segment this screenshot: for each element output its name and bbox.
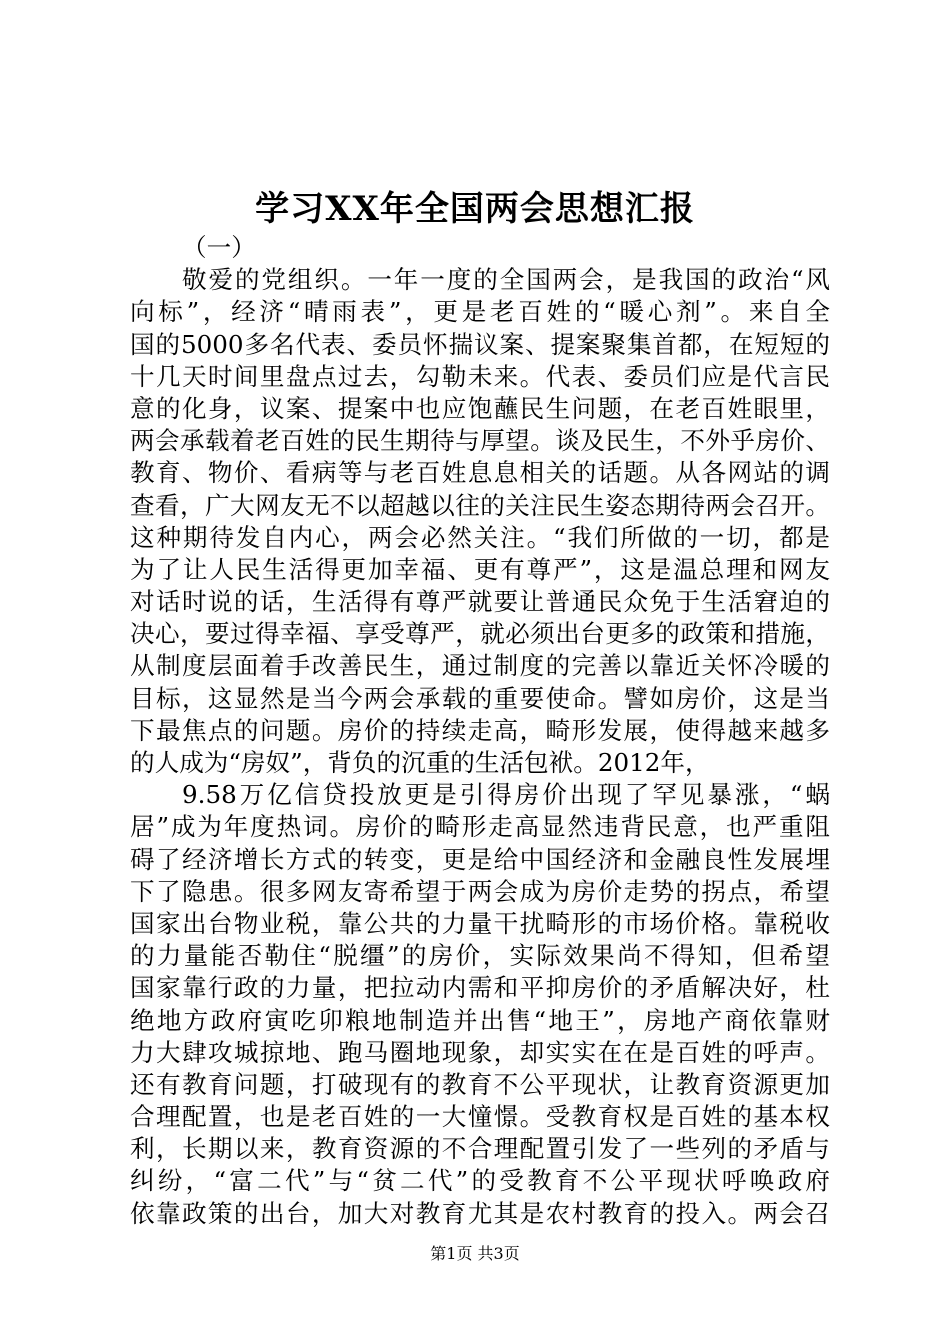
paragraph-line: 依靠政策的出台，加大对教育尤其是农村教育的投入。两会召 <box>130 1198 830 1228</box>
paragraph-line: 的人成为“房奴”，背负的沉重的生活包袱。2012年， <box>130 748 710 777</box>
paragraph-line: 敬爱的党组织。一年一度的全国两会，是我国的政治“风 <box>182 265 830 295</box>
paragraph-line: 力大肆攻城掠地、跑马圈地现象，却实实在在是百姓的呼声。 <box>130 1037 830 1067</box>
paragraph-line: 为了让人民生活得更加幸福、更有尊严”，这是温总理和网友 <box>130 554 830 584</box>
paragraph-line: 向标”，经济“晴雨表”，更是老百姓的“暖心剂”。来自全 <box>130 297 830 327</box>
paragraph-line: 居”成为年度热词。房价的畸形走高显然违背民意，也严重阻 <box>130 812 830 842</box>
section-label: （一） <box>182 233 256 262</box>
paragraph-line: 碍了经济增长方式的转变，更是给中国经济和金融良性发展埋 <box>130 844 830 874</box>
paragraph-line: 对话时说的话，生活得有尊严就要让普通民众免于生活窘迫的 <box>130 587 830 617</box>
paragraph-line: 教育、物价、看病等与老百姓息息相关的话题。从各网站的调 <box>130 458 830 488</box>
paragraph-line: 这种期待发自内心，两会必然关注。“我们所做的一切，都是 <box>130 522 830 552</box>
paragraph-line: 还有教育问题，打破现有的教育不公平现状，让教育资源更加 <box>130 1069 830 1099</box>
document-body <box>130 232 830 1230</box>
document-title: 学习XX年全国两会思想汇报 <box>255 189 695 229</box>
paragraph-line: 绝地方政府寅吃卯粮地制造并出售“地王”，房地产商依靠财 <box>130 1005 830 1035</box>
paragraph-line: 查看，广大网友无不以超越以往的关注民生姿态期待两会召开。 <box>130 490 830 520</box>
paragraph-line: 9.58万亿信贷投放更是引得房价出现了罕见暴涨，“蜗 <box>182 780 830 810</box>
paragraph-line: 十几天时间里盘点过去，勾勒未来。代表、委员们应是代言民 <box>130 361 830 391</box>
paragraph-line: 利，长期以来，教育资源的不合理配置引发了一些列的矛盾与 <box>130 1134 830 1164</box>
paragraph-line: 纠纷，“富二代”与“贫二代”的受教育不公平现状呼唤政府 <box>130 1166 830 1196</box>
paragraph-line: 下了隐患。很多网友寄希望于两会成为房价走势的拐点，希望 <box>130 876 830 906</box>
paragraph-line: 国的5000多名代表、委员怀揣议案、提案聚集首都，在短短的 <box>130 329 830 359</box>
paragraph-line: 从制度层面着手改善民生，通过制度的完善以靠近关怀冷暖的 <box>130 651 830 681</box>
paragraph-line: 国家出台物业税，靠公共的力量干扰畸形的市场价格。靠税收 <box>130 908 830 938</box>
paragraph-line: 的力量能否勒住“脱缰”的房价，实际效果尚不得知，但希望 <box>130 941 830 971</box>
paragraph-line: 国家靠行政的力量，把拉动内需和平抑房价的矛盾解决好，杜 <box>130 973 830 1003</box>
page-footer: 第1页 共3页 <box>430 1244 520 1263</box>
paragraph-line: 目标，这显然是当今两会承载的重要使命。譬如房价，这是当 <box>130 683 830 713</box>
paragraph-line: 决心，要过得幸福、享受尊严，就必须出台更多的政策和措施， <box>130 619 830 649</box>
paragraph-line: 意的化身，议案、提案中也应饱蘸民生问题，在老百姓眼里， <box>130 393 830 423</box>
paragraph-line: 下最焦点的问题。房价的持续走高，畸形发展，使得越来越多 <box>130 715 830 745</box>
paragraph-line: 两会承载着老百姓的民生期待与厚望。谈及民生，不外乎房价、 <box>130 426 830 456</box>
paragraph-line: 合理配置，也是老百姓的一大憧憬。受教育权是百姓的基本权 <box>130 1102 830 1132</box>
